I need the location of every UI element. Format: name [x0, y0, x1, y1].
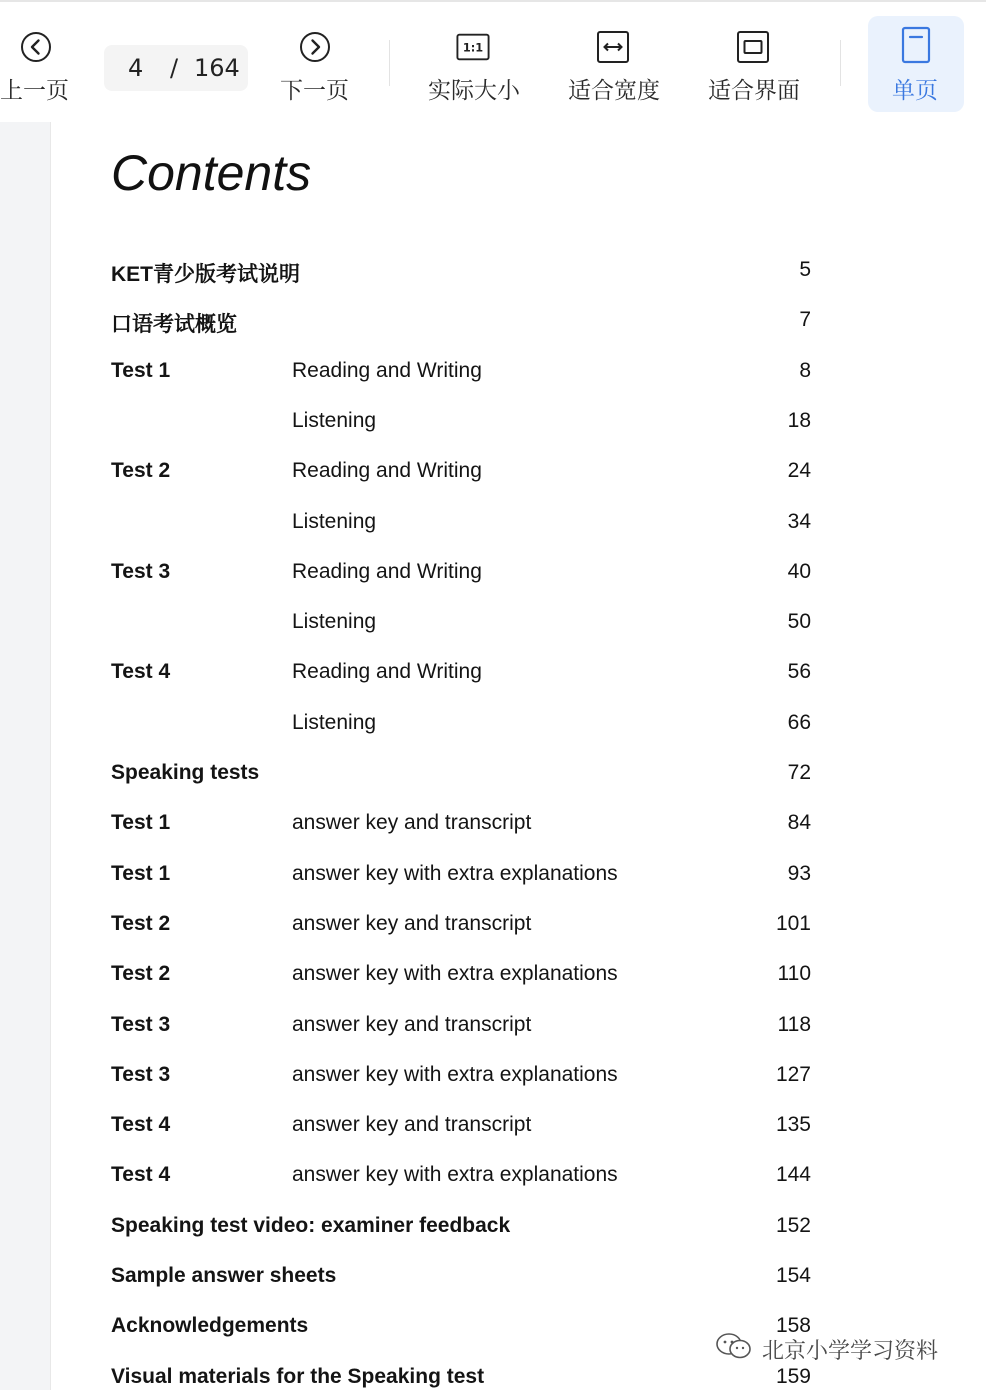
toc-page-number: 152 — [775, 1214, 811, 1237]
toc-page-number: 72 — [787, 761, 811, 784]
toc-page-number: 154 — [775, 1264, 811, 1287]
toc-row[interactable] — [111, 409, 811, 439]
toolbar-divider — [840, 40, 841, 86]
single-page-button[interactable] — [868, 16, 964, 112]
single-page-label: 单页 — [892, 78, 938, 104]
actual-size-icon-text: 1:1 — [462, 40, 484, 55]
chevron-left-circle-icon — [19, 30, 53, 64]
fit-page-icon — [736, 30, 770, 64]
toc-section: Test 2 — [111, 459, 171, 482]
toc-row[interactable] — [111, 610, 811, 640]
toc-page-number: 101 — [775, 912, 811, 935]
toc-page-number: 159 — [775, 1365, 811, 1388]
toc-subsection: Reading and Writing — [292, 359, 482, 382]
toc-row[interactable] — [111, 308, 811, 338]
toc-section: Visual materials for the Speaking test — [111, 1365, 485, 1388]
toc-row[interactable] — [111, 1163, 811, 1193]
toc-subsection: Reading and Writing — [292, 560, 482, 583]
toc-section: KET青少版考试说明 — [111, 263, 300, 286]
toc-subsection: Reading and Writing — [292, 660, 482, 683]
toc-row[interactable] — [111, 1264, 811, 1294]
toc-subsection: answer key and transcript — [292, 811, 532, 834]
toc-section: Test 4 — [111, 1113, 171, 1136]
toc-section: Test 1 — [111, 811, 171, 834]
toc-page-number: 34 — [787, 510, 811, 533]
toc-page-number: 8 — [799, 359, 811, 382]
toc-page-number: 7 — [799, 308, 811, 331]
toc-subsection: Listening — [292, 510, 377, 533]
toc-subsection: Listening — [292, 409, 377, 432]
toc-section: Test 1 — [111, 359, 171, 382]
document-page — [50, 122, 986, 1390]
watermark — [714, 1332, 938, 1366]
toolbar-divider — [389, 40, 390, 86]
toc-subsection: answer key and transcript — [292, 1113, 532, 1136]
toc-page-number: 18 — [787, 409, 811, 432]
toc-subsection: answer key with extra explanations — [292, 862, 618, 885]
toc-subsection: Listening — [292, 711, 377, 734]
toc-section: Test 2 — [111, 962, 171, 985]
toc-row[interactable] — [111, 459, 811, 489]
prev-page-button[interactable] — [0, 2, 72, 122]
toc-row[interactable] — [111, 862, 811, 892]
toc-page-number: 127 — [775, 1063, 811, 1086]
fit-width-icon — [596, 30, 630, 64]
toc-section: Test 4 — [111, 660, 171, 683]
total-pages: 164 — [194, 54, 240, 82]
toc-subsection: answer key and transcript — [292, 1013, 532, 1036]
toc-subsection: answer key with extra explanations — [292, 1163, 618, 1186]
toc-row[interactable] — [111, 761, 811, 791]
actual-size-icon — [456, 30, 490, 64]
fit-page-button[interactable] — [708, 2, 804, 122]
toc-row[interactable] — [111, 1314, 811, 1344]
toc-page-number: 66 — [787, 711, 811, 734]
fit-width-label: 适合宽度 — [568, 78, 660, 104]
single-page-icon — [899, 28, 933, 62]
fit-width-button[interactable] — [568, 2, 664, 122]
toc-page-number: 110 — [777, 962, 811, 985]
toc-row[interactable] — [111, 1063, 811, 1093]
next-page-button[interactable] — [280, 2, 352, 122]
toc-row[interactable] — [111, 510, 811, 540]
page-separator: / — [170, 54, 179, 82]
toc-section: Test 3 — [111, 560, 171, 583]
fit-page-label: 适合界面 — [708, 78, 800, 104]
toc-page-number: 50 — [787, 610, 811, 633]
toc-section: 口语考试概览 — [111, 313, 237, 336]
toc-subsection: answer key with extra explanations — [292, 962, 618, 985]
page-title: Contents — [111, 145, 312, 201]
current-page-number[interactable]: 4 — [128, 54, 144, 82]
toc-section: Speaking tests — [111, 761, 260, 784]
toc-page-number: 135 — [775, 1113, 811, 1136]
toc-row[interactable] — [111, 912, 811, 942]
toc-row[interactable] — [111, 811, 811, 841]
toc-subsection: Reading and Writing — [292, 459, 482, 482]
toc-row[interactable] — [111, 258, 811, 288]
toc-section: Test 4 — [111, 1163, 171, 1186]
wechat-icon — [714, 1331, 754, 1367]
toc-page-number: 144 — [775, 1163, 811, 1186]
toc-row[interactable] — [111, 1013, 811, 1043]
toc-page-number: 93 — [787, 862, 811, 885]
toc-row[interactable] — [111, 1214, 811, 1244]
actual-size-label: 实际大小 — [428, 78, 520, 104]
toc-row[interactable] — [111, 560, 811, 590]
toc-section: Sample answer sheets — [111, 1264, 337, 1287]
toc-section: Test 1 — [111, 862, 171, 885]
toc-row[interactable] — [111, 711, 811, 741]
toc-page-number: 24 — [787, 459, 811, 482]
chevron-right-circle-icon — [298, 30, 332, 64]
toc-section: Speaking test video: examiner feedback — [111, 1214, 511, 1237]
toc-section: Test 3 — [111, 1063, 171, 1086]
toc-section: Acknowledgements — [111, 1314, 309, 1337]
toc-page-number: 158 — [775, 1314, 811, 1337]
actual-size-button[interactable] — [428, 2, 524, 122]
toc-section: Test 2 — [111, 912, 171, 935]
toc-page-number: 40 — [787, 560, 811, 583]
toc-row[interactable] — [111, 1113, 811, 1143]
page-number-input[interactable] — [104, 45, 248, 91]
document-viewer[interactable] — [0, 122, 986, 1390]
toc-page-number: 5 — [799, 258, 811, 281]
toc-row[interactable] — [111, 962, 811, 992]
toc-subsection: answer key and transcript — [292, 912, 532, 935]
toc-subsection: answer key with extra explanations — [292, 1063, 618, 1086]
toc-row[interactable] — [111, 1365, 811, 1390]
toc-subsection: Listening — [292, 610, 377, 633]
next-page-label: 下一页 — [280, 78, 349, 104]
toc-row[interactable] — [111, 660, 811, 690]
toc-page-number: 118 — [777, 1013, 811, 1036]
prev-page-label: 上一页 — [0, 78, 69, 104]
toc-page-number: 56 — [787, 660, 811, 683]
toolbar — [0, 0, 986, 122]
watermark-text: 北京小学学习资料 — [762, 1338, 939, 1364]
toc-row[interactable] — [111, 359, 811, 389]
toc-section: Test 3 — [111, 1013, 171, 1036]
toc-page-number: 84 — [787, 811, 811, 834]
